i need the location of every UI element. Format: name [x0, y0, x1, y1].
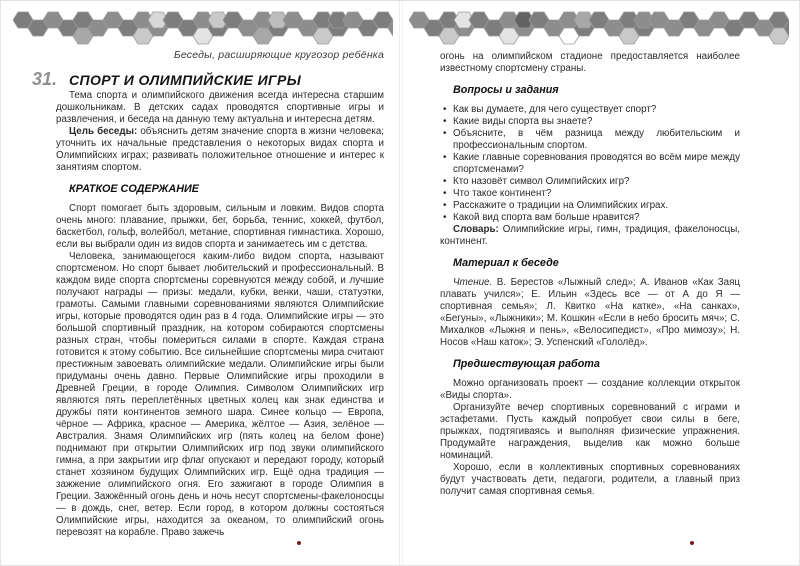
goal-label: Цель беседы:: [69, 126, 138, 137]
question-item: • Расскажите о традиции на Олимпийских играх.: [440, 200, 740, 212]
prework-heading: Предшествующая работа: [453, 358, 600, 370]
summary-paragraph: Человека, занимающегося каким-либо видом спорта, называют спортсменом. Но спорт бывает любительский и профессиональный. В каждом виде спорта спортсмены соревнуются между собой, и лучшие получают награды — призы: медали, кубки, венки, чаши, статуэтки, грамоты. Самыми главными соревнованиями являются Олимпийские игры, которые проводятся один раз в 4 года. Олимпийские игры — это большой спортивный праздник, на котором собираются спортсмены разных стран, чтобы помериться силами в спорте. Каждая страна готовится к этому событию. Все сильнейшие спортсмены мира считают престижным завоевать олимпийские медали. Олимпийские игры были придуманы очень давно. Первые Олимпийские игры проходили в Древней Греции, в городе Олимпия. Символом Олимпийских игр являются пять переплетённых цветных колец как знак единства и дружбы пяти континентов земного шара. Синее кольцо — Европа, чёрное — Африка, красное — Америка, жёлтое — Азия, зелёное — Австралия. Знамя Олимпийских игр (пять колец на белом фоне) поднимают при открытии Олимпийских игр под звуки олимпийского гимна, а при закрытии игр флаг опускают и передают городу, который станет хозяином будущих Олимпийских игр. Ещё одна традиция — зажжение олимпийского огня. Его зажигают в городе Олимпия в Греции. Зажжённый огонь день и ночь несут спортсмены-факелоносцы — в дождь, снег, ветер. Если город, в котором должны состояться Олимпийские игры, находится за океаном, то олимпийский огонь перевозят на корабле. Право зажечь: [56, 251, 384, 538]
section-title-row: [32, 69, 384, 90]
material-paragraph: [440, 277, 740, 349]
prework-paragraph: Можно организовать проект — создание коллекции открыток «Виды спорта».: [440, 378, 740, 401]
vocab-label: Словарь:: [453, 224, 499, 235]
page-right-content: [440, 51, 740, 498]
running-header: Беседы, расширяющие кругозор ребёнка: [173, 49, 384, 61]
goal-paragraph: [56, 126, 384, 174]
page-marker-dot: [297, 541, 301, 545]
page-left: [1, 1, 400, 565]
question-item: • Кто назовёт символ Олимпийских игр?: [440, 176, 740, 188]
prework-section: [440, 378, 740, 498]
section-title: СПОРТ И ОЛИМПИЙСКИЕ ИГРЫ: [69, 72, 302, 88]
summary-section: [56, 203, 384, 539]
section-number: 31.: [32, 69, 58, 89]
page-marker-dot: [690, 541, 694, 545]
question-item: • Что такое континент?: [440, 188, 740, 200]
material-heading: Материал к беседе: [453, 257, 559, 269]
material-lead: Чтение.: [453, 277, 493, 288]
material-text: В. Берестов «Лыжный след»; А. Иванов «Как Заяц плавать учился»; Е. Ильин «Здесь все — от А до Я — спортивная семья»; Л. Квитко «На катке», «На санках», «Бегуны», «Лыжники»; М. Кошкин «Если в небо бросить мяч»; С. Михалков «Лыжня и пень», «Велосипедист», «Про мимозу»; Н. Носов «Наш каток»; Э. Успенский «Гололёд».: [440, 277, 740, 348]
goal-text: объяснить детям значение спорта в жизни человека; уточнить их начальные представления о некоторых видах спорта и Олимпийских играх; развивать положительное отношение и интерес к занятиям спортом.: [56, 126, 385, 173]
question-item: • Какой вид спорта вам больше нравится?: [440, 212, 740, 224]
continuation-paragraph: огонь на олимпийском стадионе предоставляется наиболее известному спортсмену страны.: [440, 51, 740, 74]
vocab-paragraph: [440, 224, 740, 248]
question-item: • Какие виды спорта вы знаете?: [440, 116, 740, 128]
prework-paragraph: Организуйте вечер спортивных соревнований с играми и эстафетами. Пусть каждый попробует свои силы в беге, прыжках, подтягиваясь и выполняя физические упражнения. Продумайте награждения, выделив как можно больше номинаций.: [440, 402, 740, 461]
question-item: • Какие главные соревнования проводятся во всём мире между спортсменами?: [440, 152, 740, 176]
summary-paragraph: Спорт помогает быть здоровым, сильным и ловким. Видов спорта очень много: плавание, прыжки, бег, борьба, теннис, хоккей, футбол, баскетбол, гольф, волейбол, метание, спортивная гимнастика. Хорошо, если вы выбрали один из видов спорта и занимаетесь им с детства.: [56, 203, 384, 250]
question-item: • Объясните, в чём разница между любительским и профессиональным спортом.: [440, 128, 740, 152]
hexagon-band-icon: [409, 11, 789, 47]
summary-heading: КРАТКОЕ СОДЕРЖАНИЕ: [69, 183, 199, 195]
intro-paragraph: Тема спорта и олимпийского движения всегда интересна старшим дошкольникам. В детских садах проводятся спортивные игры и развлечения, и беседа на данную тему актуальна и интересна детям.: [56, 90, 384, 125]
questions-list: [440, 104, 740, 224]
hexagon-band-icon: [13, 11, 393, 47]
prework-paragraph: Хорошо, если в коллективных спортивных соревнованиях будут участвовать дети, педагоги, родители, а главный приз получит самая спортивная семья.: [440, 462, 740, 497]
vocab-text: Олимпийские игры, гимн, традиция, факелоносцы, континент.: [440, 224, 740, 247]
page-right: [400, 1, 799, 565]
page-left-content: [32, 49, 385, 539]
questions-heading: Вопросы и задания: [453, 84, 559, 96]
question-item: • Как вы думаете, для чего существует спорт?: [440, 104, 740, 116]
